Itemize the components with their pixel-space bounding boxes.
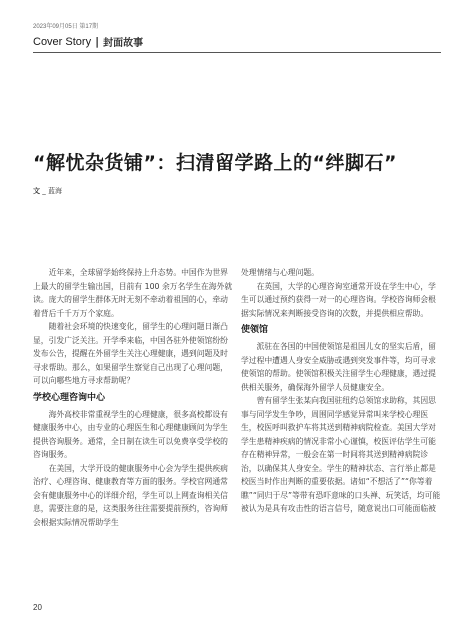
paragraph: 曾有留学生张某向我国驻纽约总领馆求助称，其因思事与同学发生争吵，周围同学感觉异常叫来学校心理医生，校医呼叫救护车将其送到精神病院检查。美国大学对学生患精神疾病的情况非常小心谨慎，校医评估学生可能存在精神异常，一般会在第一时间将其送到精神病院诊治，以确保其人身安全。学生的精神状态、言行举止都是校医当时作出判断的重要依据。诸如“不想活了”“你等着瞧”“同归于尽”等带有恐吓意味的口头禅、玩笑话，均可能被认为是具有攻击性的语言信号，随意说出口可能面临被 <box>241 396 441 513</box>
article-right-column <box>241 266 441 516</box>
paragraph: 海外高校非常重视学生的心理健康，很多高校都设有健康服务中心，由专业的心理医生和心理健康顾问为学生提供咨询服务。通常，全日制在读生可以免费享受学校的咨询服务。 <box>33 409 228 459</box>
paragraph: 随着社会环境的快速变化，留学生的心理问题日渐凸显，引发广泛关注。开学季来临，中国各驻外使领馆纷纷发布公告，提醒在外留学生关注心理健康，遇到问题及时寻求帮助。那么，如果留学生察觉自己出现了心理问题，可以向哪些地方寻求帮助呢？ <box>33 322 228 385</box>
paragraph: 在美国，大学开设的健康服务中心会为学生提供疾病治疗、心理咨询、健康教育等方面的服务。学校官网通常会有健康服务中心的详细介绍，学生可以上网查询相关信息，需要注意的是，这类服务往往需要提前预约，咨询师会根据实际情况帮助学生 <box>33 463 228 527</box>
byline-separator: _ <box>42 187 46 195</box>
section-heading: 学校心理咨询中心 <box>33 392 106 403</box>
column-name-en: Cover Story <box>33 35 92 48</box>
issue-date: 2023年09月05日 第17期 <box>33 24 99 30</box>
section-heading: 使领馆 <box>241 325 269 335</box>
column-separator: | <box>95 35 100 48</box>
paragraph: 在英国，大学的心理咨询室通常开设在学生中心，学生可以通过预约获得一对一的心理咨询。学校咨询师会根据实际情况来判断接受咨询的次数，并提供相应帮助。 <box>241 281 436 318</box>
article-left-column <box>33 266 233 529</box>
column-name-zh: 封面故事 <box>103 38 144 49</box>
paragraph: 处理情绪与心理问题。 <box>241 268 319 277</box>
header-divider <box>33 52 441 53</box>
paragraph: 近年来，全球留学始终保持上升态势。中国作为世界上最大的留学生输出国，目前有 100 余万名学生在海外就读。庞大的留学生群体无时无刻不牵动着祖国的心，牵动着背后千千万万个家庭。 <box>33 268 233 318</box>
page-number: 20 <box>33 603 42 612</box>
article-title: “解忧杂货铺”：扫清留学路上的“绊脚石” <box>33 152 397 174</box>
byline-author: 蓝海 <box>47 187 62 195</box>
byline-label: 文 <box>33 187 40 195</box>
paragraph: 派驻在各国的中国使领馆是祖国儿女的坚实后盾，留学过程中遭遇人身安全威胁或遇到突发事件等，均可寻求使领馆的帮助。使领馆积极关注留学生心理健康，遇过提供相关服务，确保海外留学人员健康安全。 <box>241 342 436 392</box>
byline <box>33 186 62 196</box>
column-header <box>33 35 143 48</box>
